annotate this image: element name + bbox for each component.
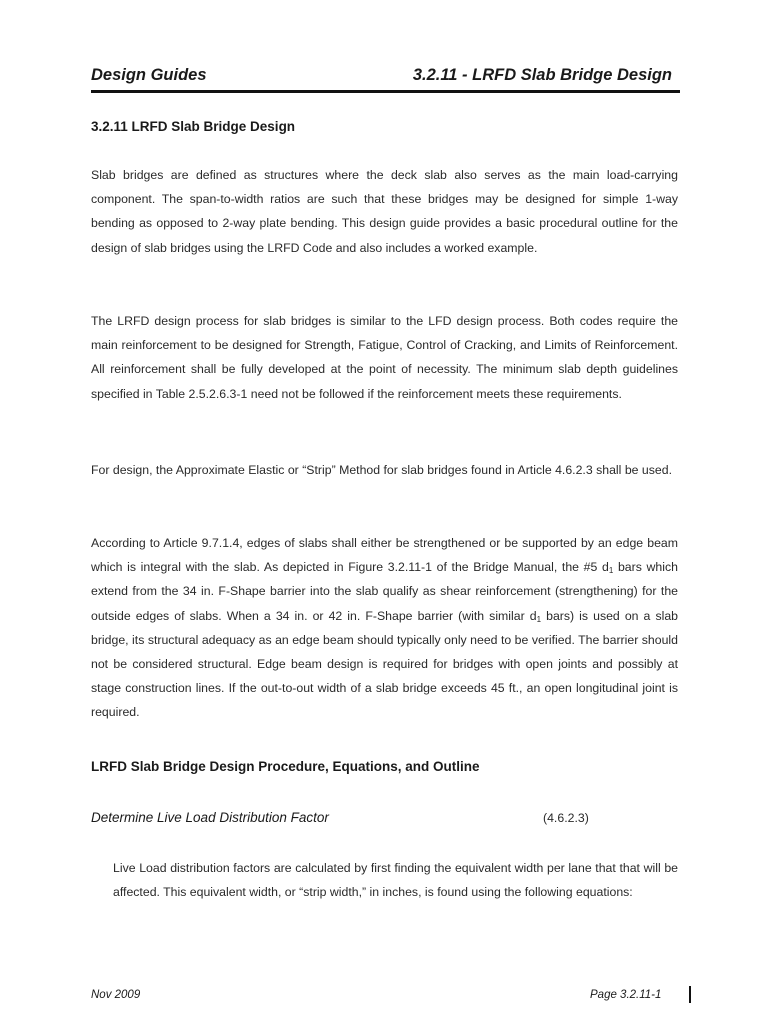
article-reference: (4.6.2.3) bbox=[543, 811, 589, 825]
paragraph-slab-bridge-definition: Slab bridges are defined as structures where the deck slab also serves as the main load-carrying component. The span-to-width ratios are such that these bridges may be designed for simple 1-way bending as opposed to 2-way plate bending. This design guide provides a basic procedural outline for the design of slab bridges using the LRFD Code and also includes a worked example. bbox=[91, 168, 678, 255]
edge-beams-text-part-c: bars) is used on a slab bridge, its structural adequacy as an edge beam should typically only need to be verified. The barrier should not be considered structural. Edge beam design is required for bridges with open joints and possibly at stage construction lines. If the out-to-out width of a slab bridge exceeds 45 ft., an open longitudinal joint is required. bbox=[91, 608, 679, 720]
edge-beams-text-part-b: bars which extend from the 34 in. F-Shape barrier into the slab qualify as shear reinforcement (strengthening) for the outside edges of slabs. When a 34 in. or 42 in. F-Shape barrier (with similar d bbox=[91, 560, 678, 623]
footer-date: Nov 2009 bbox=[91, 989, 141, 1001]
paragraph-edge-beams bbox=[91, 531, 678, 725]
paragraph-live-load-distribution: Live Load distribution factors are calculated by first finding the equivalent width per lane that that will be affected. This equivalent width, or “strip width,” in inches, is found using the following equations: bbox=[113, 861, 678, 900]
page-header bbox=[91, 64, 680, 93]
edge-beams-text-part-a: According to Article 9.7.1.4, edges of slabs shall either be strengthened or be supported by an edge beam which is integral with the slab. As depicted in Figure 3.2.11-1 of the Bridge Manual, the #5 d bbox=[91, 536, 678, 575]
procedure-subheading: LRFD Slab Bridge Design Procedure, Equations, and Outline bbox=[91, 759, 480, 774]
paragraph-lrfd-design-process: The LRFD design process for slab bridges is similar to the LFD design process. Both codes require the main reinforcement to be designed for Strength, Fatigue, Control of Cracking, and Limits of Reinforcement. All reinforcement shall be fully developed at the point of necessity. The minimum slab depth guidelines specified in Table 2.5.2.6.3-1 need not be followed if the reinforcement meets these requirements. bbox=[91, 314, 678, 401]
header-right-title: 3.2.11 - LRFD Slab Bridge Design bbox=[412, 66, 672, 84]
live-load-distribution-heading: Determine Live Load Distribution Factor bbox=[91, 810, 329, 825]
subscript-d1: 1 bbox=[536, 614, 542, 624]
footer-page-number: Page 3.2.11-1 bbox=[590, 989, 662, 1001]
header-left-title: Design Guides bbox=[91, 66, 207, 84]
section-title: 3.2.11 LRFD Slab Bridge Design bbox=[91, 119, 296, 134]
subscript-d1: 1 bbox=[608, 566, 614, 576]
paragraph-strip-method: For design, the Approximate Elastic or “Strip” Method for slab bridges found in Article 4.6.2.3 shall be used. bbox=[91, 463, 672, 477]
footer-vertical-bar bbox=[689, 986, 691, 1003]
